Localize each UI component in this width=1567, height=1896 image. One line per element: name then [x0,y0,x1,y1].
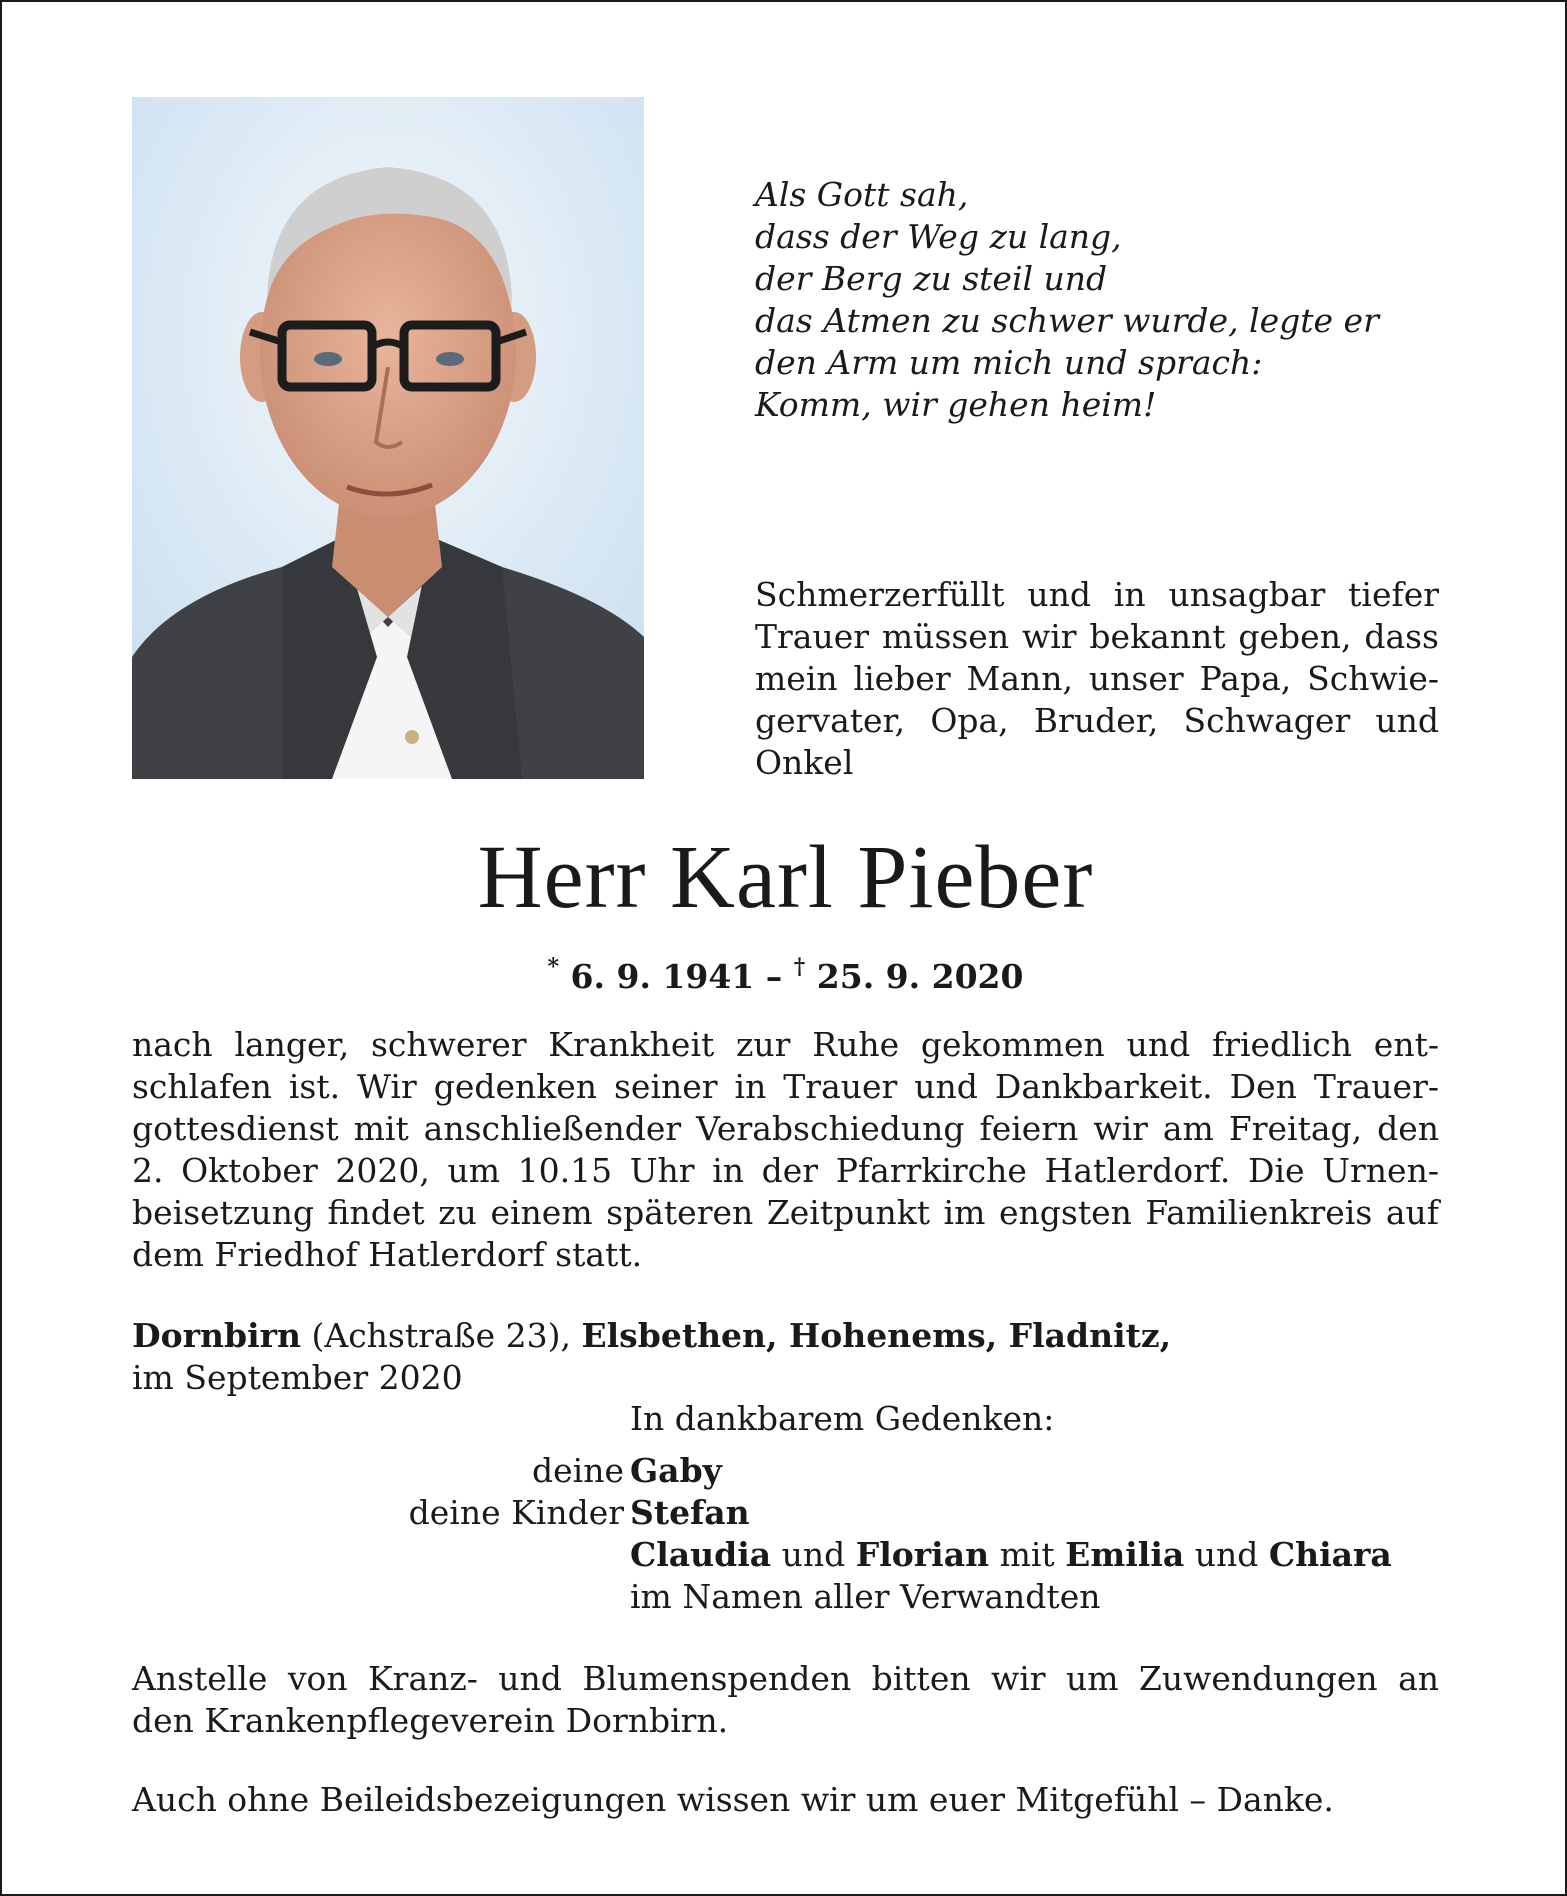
announcement-line: schlafen ist. Wir gedenken seiner in Trauer und Dankbarkeit. Den Trauer- [132,1067,1439,1106]
poem-line: das Atmen zu schwer wurde, legte er [755,301,1379,340]
child-name: Claudia [630,1535,772,1574]
announcement-line: gottesdienst mit anschließender Verabschiedung feiern wir am Freitag, den [132,1109,1439,1148]
donation-line: Anstelle von Kranz- und Blumenspenden bitten wir um Zuwendungen an [132,1659,1439,1698]
family-signatures [2,1450,1567,1618]
conjunction: mit [989,1535,1066,1574]
donation-line: den Krankenpflegeverein Dornbirn. [132,1701,729,1740]
announcement-line: nach langer, schwerer Krankheit zur Ruhe gekommen und friedlich ent- [132,1025,1439,1064]
death-date: 25. 9. 2020 [816,957,1024,996]
death-symbol: † [793,954,806,980]
announcement-line: dem Friedhof Hatlerdorf statt. [132,1235,643,1274]
thanks-line: Auch ohne Beileidsbezeigungen wissen wir um euer Mitgefühl – Danke. [132,1780,1334,1819]
intro-line: Trauer müssen wir bekannt geben, dass [755,617,1439,656]
gedenken-line: In dankbarem Gedenken: [630,1399,1055,1438]
life-dates [2,949,1567,997]
children-label: deine Kinder [408,1493,624,1532]
relatives-line: im Namen aller Verwandten [630,1577,1101,1616]
places-date: im September 2020 [132,1358,463,1397]
family-row [2,1534,1567,1576]
places-others: Elsbethen, Hohenems, Fladnitz, [581,1316,1172,1355]
places-address: (Achstraße 23), [301,1316,582,1355]
places-city: Dornbirn [132,1316,301,1355]
partner-name: Florian [855,1535,990,1574]
donation-paragraph [132,1658,1439,1742]
birth-date: 6. 9. 1941 [570,957,755,996]
child-name: Stefan [630,1493,750,1532]
birth-symbol: * [547,954,560,980]
grandchild-name: Emilia [1065,1535,1185,1574]
intro-line: Onkel [755,743,854,782]
places-block [132,1315,1439,1399]
poem-line: den Arm um mich und sprach: [755,343,1263,382]
deceased-name: Herr Karl Pieber [477,828,1094,927]
family-row [2,1492,1567,1534]
conjunction: und [1184,1535,1269,1574]
portrait-illustration [132,97,644,779]
wife-name: Gaby [630,1451,722,1490]
announcement-line: 2. Oktober 2020, um 10.15 Uhr in der Pfarrkirche Hatlerdorf. Die Urnen- [132,1151,1439,1190]
poem-line: dass der Weg zu lang, [755,217,1122,256]
poem [755,174,1395,426]
wife-label: deine [532,1451,624,1490]
portrait-photo [132,97,644,779]
places-line [132,1315,1439,1357]
intro-line: gervater, Opa, Bruder, Schwager und [755,701,1439,740]
poem-line: Als Gott sah, [755,175,969,214]
grandchild-name: Chiara [1268,1535,1392,1574]
intro-line: Schmerzerfüllt und in unsagbar tiefer [755,575,1439,614]
conjunction: und [771,1535,856,1574]
poem-line: der Berg zu steil und [755,259,1108,298]
date-separator: – [754,957,794,996]
announcement-line: beisetzung findet zu einem späteren Zeitpunkt im engsten Familienkreis auf [132,1193,1439,1232]
intro-paragraph [755,574,1439,784]
poem-line: Komm, wir gehen heim! [755,385,1157,424]
intro-line: mein lieber Mann, unser Papa, Schwie- [755,659,1439,698]
announcement-paragraph [132,1024,1439,1276]
family-row [2,1576,1567,1618]
family-row [2,1450,1567,1492]
